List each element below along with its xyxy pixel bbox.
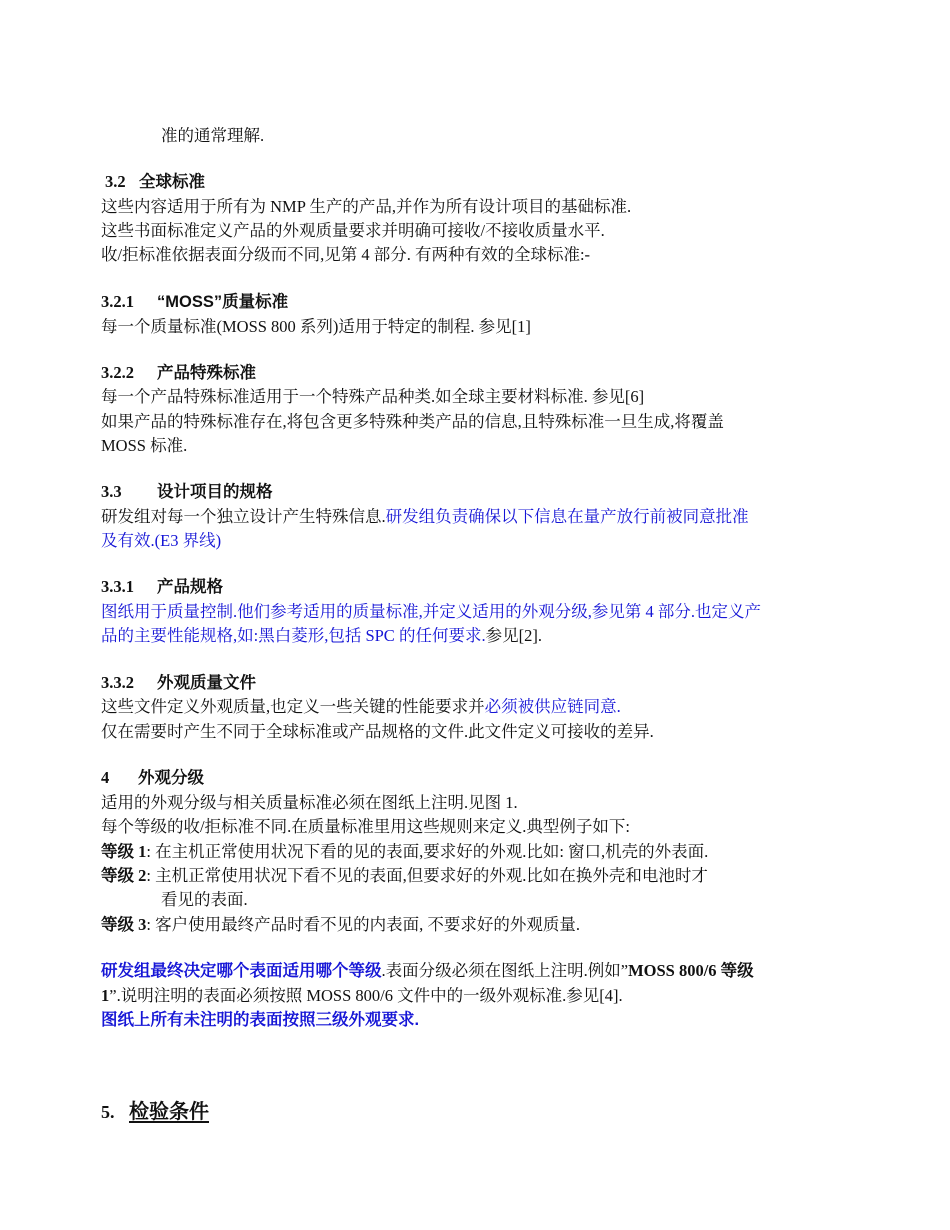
grade-description: : 在主机正常使用状况下看的见的表面,要求好的外观.比如: 窗口,机壳的外表面.: [146, 842, 709, 861]
paragraph-line: [101, 696, 621, 718]
grade-2-continuation: 看见的表面.: [161, 890, 248, 909]
text-run: 参见[2].: [485, 626, 542, 645]
section-heading-3-2: [105, 171, 205, 193]
section-number: 4: [101, 768, 110, 787]
highlighted-bold-text: 研发组最终决定哪个表面适用哪个等级: [101, 962, 382, 980]
grade-label: 等级 1: [101, 842, 147, 861]
section-heading-3-3: [101, 481, 273, 503]
section-heading-3-2-2: [101, 362, 256, 384]
section-heading-3-2-1: [101, 291, 288, 313]
paragraph-line: 每个等级的收/拒标准不同.在质量标准里用这些规则来定义.典型例子如下:: [101, 817, 630, 836]
section-title: 产品规格: [157, 578, 223, 596]
paragraph-line: [101, 506, 749, 528]
paragraph-line: 收/拒标准依据表面分级而不同,见第 4 部分. 有两种有效的全球标准:-: [101, 245, 591, 264]
text-run: 研发组对每一个独立设计产生特殊信息.: [101, 507, 386, 526]
paragraph-line: 适用的外观分级与相关质量标准必须在图纸上注明.见图 1.: [101, 793, 518, 812]
paragraph-line: [101, 625, 542, 647]
section-heading-5: [101, 1098, 209, 1126]
paragraph-line: 图纸上所有未注明的表面按照三级外观要求.: [101, 1011, 420, 1029]
grade-2-line: [101, 865, 708, 887]
section-title: 外观分级: [138, 769, 204, 787]
section-title: 检验条件: [129, 1101, 209, 1123]
section-number: 5.: [101, 1102, 115, 1122]
section-title: 产品特殊标准: [157, 364, 256, 382]
grade-1-line: [101, 841, 708, 863]
text-run: .表面分级必须在图纸上注明.例如”: [381, 961, 629, 980]
paragraph-line: 这些书面标准定义产品的外观质量要求并明确可接收/不接收质量水平.: [101, 221, 605, 240]
paragraph-line: [101, 985, 623, 1007]
section-title: 全球标准: [139, 173, 205, 191]
bold-text: MOSS 800/6 等级: [628, 961, 754, 980]
paragraph-line: 如果产品的特殊标准存在,将包含更多特殊种类产品的信息,且特殊标准一旦生成,将覆盖: [101, 412, 724, 431]
section-heading-4: [101, 767, 204, 789]
section-number: 3.2.2: [101, 363, 134, 382]
section-number: 3.3.2: [101, 673, 134, 692]
highlighted-text: 品的主要性能规格,如:黑白菱形,包括 SPC 的任何要求.: [101, 626, 486, 645]
section-number: 3.3.1: [101, 577, 134, 596]
section-title: “MOSS”质量标准: [157, 293, 289, 311]
section-heading-3-3-2: [101, 672, 256, 694]
grade-3-line: [101, 914, 580, 936]
highlighted-text: 必须被供应链同意.: [484, 697, 621, 716]
paragraph-line: 每一个质量标准(MOSS 800 系列)适用于特定的制程. 参见[1]: [101, 317, 531, 336]
section-number: 3.2.1: [101, 292, 134, 311]
paragraph-line: [101, 960, 754, 982]
paragraph-line: 图纸用于质量控制.他们参考适用的质量标准,并定义适用的外观分级,参见第 4 部分.也定义产: [101, 602, 761, 621]
bold-text: 1: [101, 986, 110, 1005]
paragraph-line: MOSS 标准.: [101, 436, 188, 455]
text-run: 这些文件定义外观质量,也定义一些关键的性能要求并: [101, 697, 485, 716]
paragraph-continuation: 准的通常理解.: [161, 126, 265, 145]
paragraph-line: 仅在需要时产生不同于全球标准或产品规格的文件.此文件定义可接收的差异.: [101, 722, 654, 741]
section-number: 3.3: [101, 482, 122, 501]
highlighted-text: 研发组负责确保以下信息在量产放行前被同意批准: [385, 507, 749, 526]
section-title: 外观质量文件: [157, 674, 256, 692]
paragraph-line: 每一个产品特殊标准适用于一个特殊产品种类.如全球主要材料标准. 参见[6]: [101, 387, 645, 406]
grade-description: : 主机正常使用状况下看不见的表面,但要求好的外观.比如在换外壳和电池时才: [146, 866, 708, 885]
paragraph-line: 及有效.(E3 界线): [101, 531, 222, 550]
paragraph-line: 这些内容适用于所有为 NMP 生产的产品,并作为所有设计项目的基础标准.: [101, 197, 632, 216]
grade-description: : 客户使用最终产品时看不见的内表面, 不要求好的外观质量.: [146, 915, 580, 934]
text-run: ”.说明注明的表面必须按照 MOSS 800/6 文件中的一级外观标准.参见[4].: [109, 986, 623, 1005]
section-number: 3.2: [105, 172, 126, 191]
grade-label: 等级 2: [101, 866, 147, 885]
section-title: 设计项目的规格: [157, 483, 273, 501]
section-heading-3-3-1: [101, 576, 223, 598]
grade-label: 等级 3: [101, 915, 147, 934]
